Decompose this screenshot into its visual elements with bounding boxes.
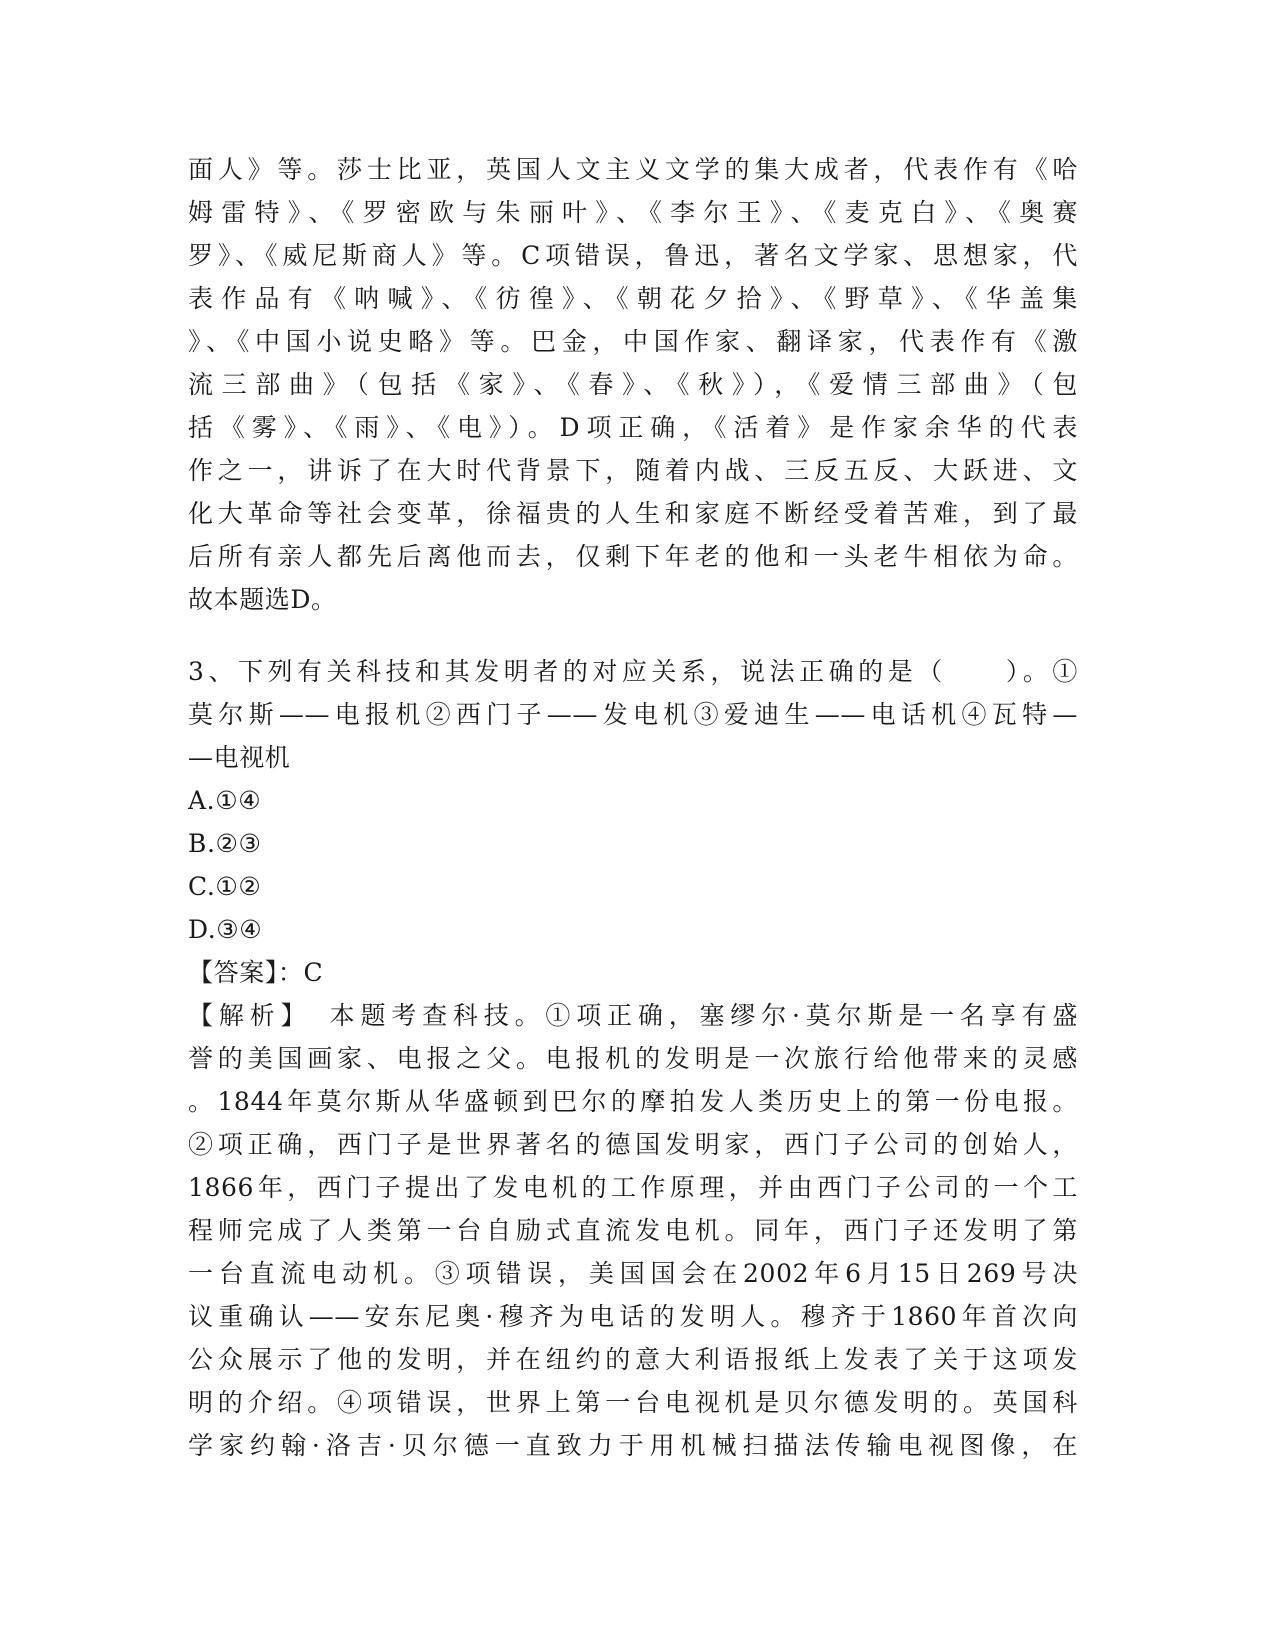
option-b: B.②③ [188, 829, 262, 858]
paragraph-line-last: 故本题选D。 [188, 585, 337, 614]
analysis-line: 议重确认——安东尼奥·穆齐为电话的发明人。穆齐于1860年首次向 [188, 1302, 1078, 1331]
question-stem-line: —电视机 [188, 743, 291, 772]
analysis-line: 明的介绍。④项错误，世界上第一台电视机是贝尔德发明的。英国科 [188, 1388, 1078, 1417]
analysis-line: 学家约翰·洛吉·贝尔德一直致力于用机械扫描法传输电视图像，在 [188, 1431, 1078, 1460]
paragraph-line: 罗》、《威尼斯商人》等。C项错误，鲁迅，著名文学家、思想家，代 [188, 241, 1078, 270]
analysis-line: 誉的美国画家、电报之父。电报机的发明是一次旅行给他带来的灵感 [188, 1044, 1078, 1073]
paragraph-line: 姆雷特》、《罗密欧与朱丽叶》、《李尔王》、《麦克白》、《奥赛 [188, 198, 1078, 227]
analysis-line: 。1844年莫尔斯从华盛顿到巴尔的摩拍发人类历史上的第一份电报。 [188, 1087, 1078, 1116]
option-c: C.①② [188, 872, 262, 901]
question-3 [188, 650, 1078, 1467]
question-stem-line: 莫尔斯——电报机②西门子——发电机③爱迪生——电话机④瓦特— [188, 700, 1078, 729]
paragraph-line: 流三部曲》（包括《家》、《春》、《秋》），《爱情三部曲》（包 [188, 370, 1078, 399]
analysis-line: 1866年，西门子提出了发电机的工作原理，并由西门子公司的一个工 [188, 1173, 1078, 1202]
analysis-line: 【解析】 本题考查科技。①项正确，塞缪尔·莫尔斯是一名享有盛 [188, 1001, 1078, 1030]
question-stem-line: 3、下列有关科技和其发明者的对应关系，说法正确的是（ ）。① [188, 657, 1078, 686]
option-d: D.③④ [188, 915, 263, 944]
analysis-line: ②项正确，西门子是世界著名的德国发明家，西门子公司的创始人， [188, 1130, 1078, 1159]
analysis-line: 一台直流电动机。③项错误，美国国会在2002年6月15日269号决 [188, 1259, 1078, 1288]
paragraph-line: 面人》等。莎士比亚，英国人文主义文学的集大成者，代表作有《哈 [188, 155, 1078, 184]
paragraph-line: 化大革命等社会变革，徐福贵的人生和家庭不断经受着苦难，到了最 [188, 499, 1078, 528]
previous-question-explanation [188, 148, 1078, 621]
option-a: A.①④ [188, 786, 262, 815]
analysis-line: 公众展示了他的发明，并在纽约的意大利语报纸上发表了关于这项发 [188, 1345, 1078, 1374]
paragraph-line: 表作品有《呐喊》、《彷徨》、《朝花夕拾》、《野草》、《华盖集 [188, 284, 1078, 313]
paragraph-line: 后所有亲人都先后离他而去，仅剩下年老的他和一头老牛相依为命。 [188, 542, 1078, 571]
paragraph-line: 作之一，讲诉了在大时代背景下，随着内战、三反五反、大跃进、文 [188, 456, 1078, 485]
answer-line: 【答案】：C [188, 958, 324, 987]
paragraph-line: 括《雾》、《雨》、《电》）。D项正确，《活着》是作家余华的代表 [188, 413, 1078, 442]
paragraph-line: 》、《中国小说史略》等。巴金，中国作家、翻译家，代表作有《激 [188, 327, 1078, 356]
analysis-line: 程师完成了人类第一台自励式直流发电机。同年，西门子还发明了第 [188, 1216, 1078, 1245]
